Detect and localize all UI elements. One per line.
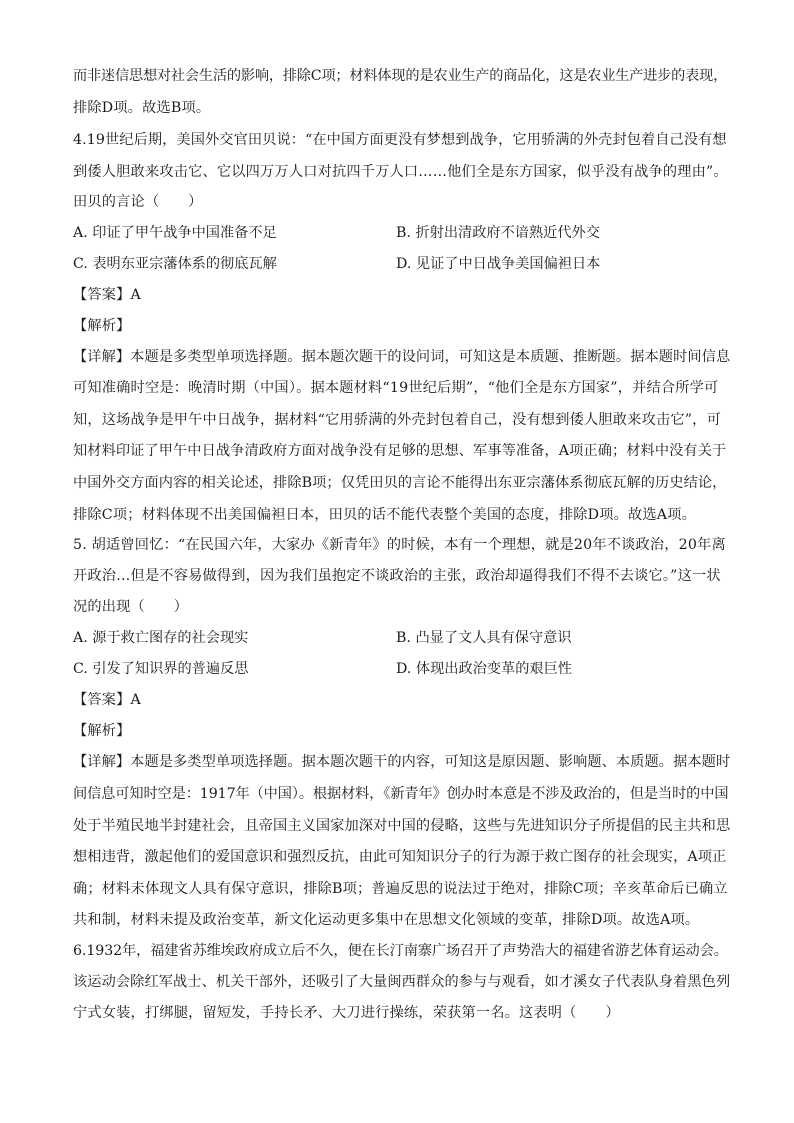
q5-option-c: C. 引发了知识界的普遍反思 <box>73 661 249 677</box>
q4-detail-line: 排除C项；材料体现不出美国偏袒日本，田贝的话不能代表整个美国的态度，排除D项。故选A项。 <box>73 507 696 523</box>
q4-detail-line: 【详解】本题是多类型单项选择题。据本题次题干的设问词，可知这是本质题、推断题。据本题时间信息 <box>73 349 731 365</box>
q5-detail-line: 共和制，材料未提及政治变革，新文化运动更多集中在思想文化领域的变革，排除D项。故选A项。 <box>73 912 700 928</box>
q5-option-d: D. 体现出政治变革的艰巨性 <box>396 661 572 677</box>
q5-answer: 【答案】A <box>73 692 141 708</box>
q5-option-a: A. 源于救亡图存的社会现实 <box>73 630 249 646</box>
q4-option-a: A. 印证了甲午战争中国准备不足 <box>73 225 277 241</box>
q4-detail-line: 知，这场战争是甲午中日战争，据材料“它用骄满的外壳封包着自己，没有想到倭人胆敢来攻击它”，可 <box>73 412 721 428</box>
q6-stem-line-2: 该运动会除红军战士、机关干部外，还吸引了大量闽西群众的参与与观看，如才溪女子代表队身着黑色列 <box>73 974 731 990</box>
q5-stem-line-2: 开政治…但是不容易做得到，因为我们虽抱定不谈政治的主张，政治却逼得我们不得不去谈它。”这一状 <box>73 568 721 584</box>
q6-stem-line-1: 6.1932年，福建省苏维埃政府成立后不久，便在长汀南寨广场召开了声势浩大的福建省游艺体育运动会。 <box>73 943 728 959</box>
q4-answer: 【答案】A <box>73 287 141 303</box>
q4-stem-line-2: 到倭人胆敢来攻击它、它以四万万人口对抗四千万人口……他们全是东方国家，似乎没有战争的理由”。 <box>73 164 728 180</box>
q5-detail-line: 处于半殖民地半封建社会，且帝国主义国家加深对中国的侵略，这些与先进知识分子所提倡的民主共和思 <box>73 818 731 834</box>
q5-analysis-label: 【解析】 <box>73 723 131 739</box>
q5-detail-line: 确；材料未体现文人具有保守意识，排除B项；普遍反思的说法过于绝对，排除C项；辛亥革命后已确立 <box>73 881 728 897</box>
q4-detail-line: 中国外交方面内容的相关论述，排除B项；仅凭田贝的言论不能得出东亚宗藩体系彻底瓦解的历史结论， <box>73 475 727 491</box>
q5-detail-line: 间信息可知时空是：1917年（中国）。根据材料，《新青年》创办时本意是不涉及政治的，但是当时的中国 <box>73 786 729 802</box>
q4-detail-line: 知材料印证了甲午中日战争清政府方面对战争没有足够的思想、军事等准备，A项正确；材料中没有关于 <box>73 443 727 459</box>
q6-stem-line-3: 宁式女装，打绑腿，留短发，手持长矛、大刀进行操练，荣获第一名。这表明（ ） <box>73 1005 620 1021</box>
q5-stem-line-1: 5. 胡适曾回忆：“在民国六年，大家办《新青年》的时候，本有一个理想，就是20年不谈政治，20年离 <box>73 537 726 553</box>
q5-stem-line-3: 况的出现（ ） <box>73 599 189 615</box>
q4-option-c: C. 表明东亚宗藩体系的彻底瓦解 <box>73 256 277 272</box>
q5-detail-line: 【详解】本题是多类型单项选择题。据本题次题干的内容，可知这是原因题、影响题、本质题。据本题时 <box>73 754 731 770</box>
q4-option-d: D. 见证了中日战争美国偏袒日本 <box>396 256 601 272</box>
q4-analysis-label: 【解析】 <box>73 318 131 334</box>
q4-detail-line: 可知准确时空是：晚清时期（中国）。据本题材料“19世纪后期”，“他们全是东方国家”，并结合所学可 <box>73 380 719 396</box>
prev-answer-line-1: 而非迷信思想对社会生活的影响，排除C项；材料体现的是农业生产的商品化，这是农业生产进步的表现， <box>73 68 728 84</box>
q4-stem-line-1: 4.19世纪后期，美国外交官田贝说：“在中国方面更没有梦想到战争，它用骄满的外壳封包着自己没有想 <box>73 132 727 148</box>
q5-option-b: B. 凸显了文人具有保守意识 <box>396 630 572 646</box>
q4-option-b: B. 折射出清政府不谙熟近代外交 <box>396 225 600 241</box>
prev-answer-line-2: 排除D项。故选B项。 <box>73 100 211 116</box>
q5-detail-line: 想相违背，激起他们的爱国意识和强烈反抗，由此可知知识分子的行为源于救亡图存的社会现实，A项正 <box>73 849 727 865</box>
q4-stem-line-3: 田贝的言论（ ） <box>73 194 203 210</box>
